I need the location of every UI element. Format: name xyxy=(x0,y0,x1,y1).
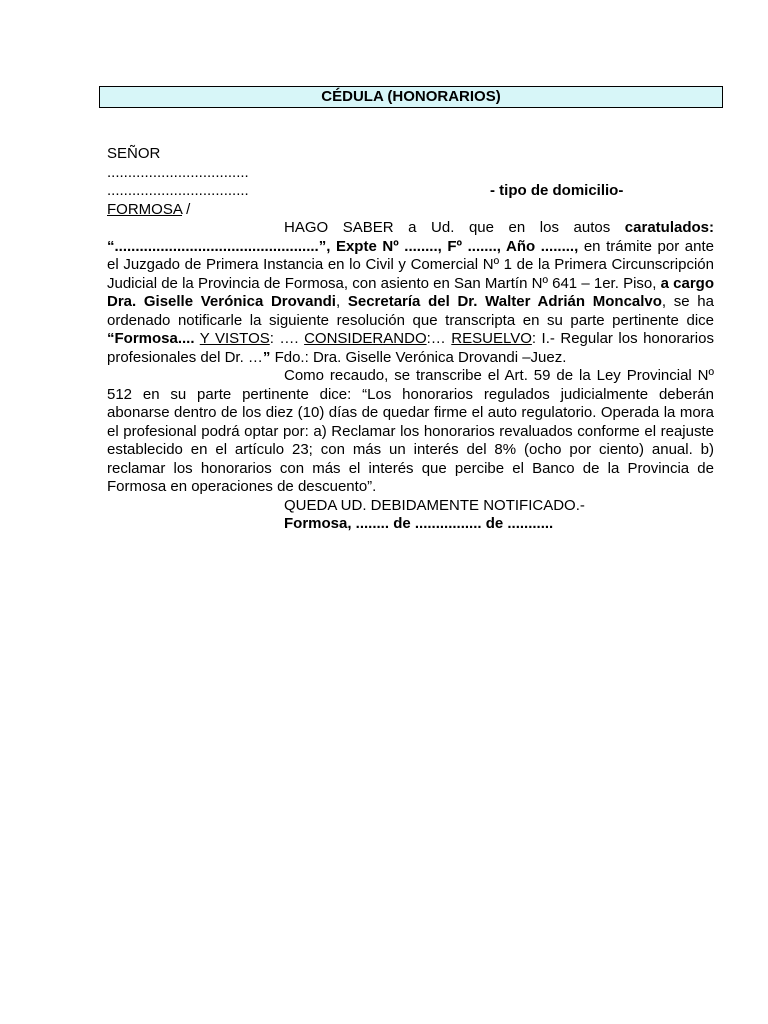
notice-paragraph xyxy=(107,219,714,367)
city-line xyxy=(107,201,714,220)
resolution-intro: , se ha ordenado notificarle la siguiente resolución que transcripta en su parte pertinente dice xyxy=(107,293,714,329)
city-name: FORMOSA xyxy=(107,200,183,218)
closing-quote: ” xyxy=(262,348,271,366)
secretary-name: Secretaría del Dr. Walter Adrián Moncalvo xyxy=(347,293,662,310)
considerando-heading: CONSIDERANDO xyxy=(304,330,427,347)
judge-name: a cargo Dra. Giselle Verónica Drovandi xyxy=(107,274,715,310)
resolution-place: “Formosa.... xyxy=(107,330,195,347)
separator-text: , xyxy=(335,293,348,310)
date-line: Formosa, ........ de ................ de ........... xyxy=(284,515,554,532)
signature-text: Fdo.: Dra. Giselle Verónica Drovandi –Juez. xyxy=(270,348,567,366)
document-body xyxy=(107,145,714,534)
notified-line: QUEDA UD. DEBIDAMENTE NOTIFICADO.- xyxy=(284,496,585,514)
vistos-ellipsis: : …. xyxy=(269,330,305,347)
notice-text: HAGO SABER a Ud. que en los autos xyxy=(284,219,625,236)
city-suffix: / xyxy=(182,200,191,218)
address-dots-line xyxy=(107,182,714,201)
address-type-label: - tipo de domicilio- xyxy=(490,182,624,199)
document-title: CÉDULA (HONORARIOS) xyxy=(99,86,723,108)
salutation: SEÑOR xyxy=(107,145,161,162)
case-caption: caratulados: “.................................................”, Expte Nº ........, Fº ......., Año ........, xyxy=(107,219,714,255)
resuelvo-heading: RESUELVO xyxy=(451,330,532,347)
recipient-dots-line: .................................. xyxy=(107,163,249,181)
court-text: en trámite por ante el Juzgado de Primera Instancia en lo Civil y Comercial Nº 1 de la Primera Circunscripción Judicial de la Provincia de Formosa, con asiento en San Martín Nº 641 – 1er. Piso, xyxy=(107,237,714,292)
address-dots: .................................. xyxy=(107,182,249,199)
law-paragraph: Como recaudo, se transcribe el Art. 59 de la Ley Provincial Nº 512 en su parte pertinente dice: “Los honorarios regulados judicialmente deberán abonarse dentro de los diez (10) días de quedar firme el auto regulatorio. Operada la mora el profesional podrá optar por: a) Reclamar los honorarios revaluados conforme el reajuste establecido en el artículo 23; con más un interés del 8% (ocho por ciento) anual. b) reclamar los honorarios con más el interés que percibe el Banco de la Provincia de Formosa en operaciones de descuento”. xyxy=(107,367,714,495)
vistos-heading: Y VISTOS xyxy=(199,330,270,347)
considerando-ellipsis: :… xyxy=(426,330,452,347)
resuelvo-text: : I.- Regular los honorarios profesionales del Dr. … xyxy=(107,330,714,366)
